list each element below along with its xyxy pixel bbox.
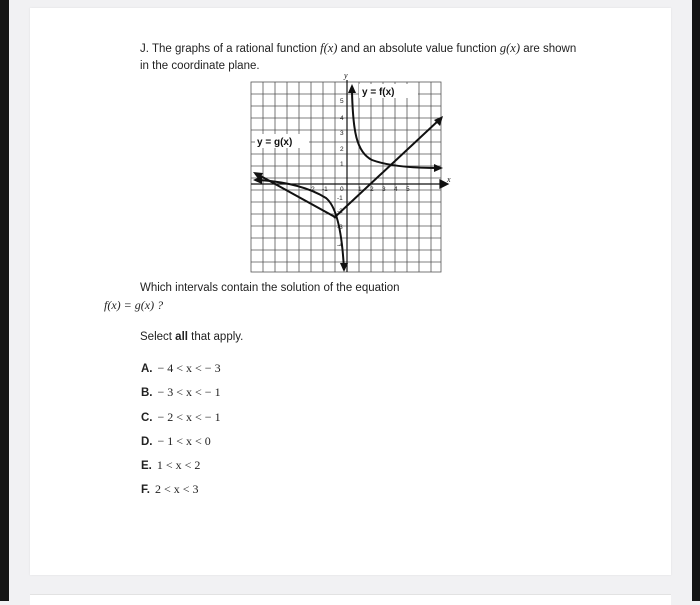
coordinate-graph [248, 70, 458, 275]
f-right-arrow [434, 164, 443, 172]
option-c[interactable] [141, 410, 221, 425]
f-top-arrow [348, 84, 356, 93]
f-label: y = f(x) [362, 87, 395, 98]
select-all-bold: all [175, 331, 188, 343]
question-end: are shown [523, 43, 577, 55]
y-tick: -3 [337, 224, 343, 231]
option-letter: C. [141, 412, 153, 424]
f-left-branch [259, 180, 344, 270]
option-f[interactable] [141, 482, 199, 497]
option-d[interactable] [141, 434, 211, 449]
equation: f(x) = g(x) ? [104, 298, 164, 312]
y-tick: 5 [340, 98, 344, 105]
question-line2: in the coordinate plane. [140, 60, 260, 72]
option-a[interactable] [141, 361, 221, 376]
g-expression: g(x) [499, 41, 520, 55]
y-axis-label: y [344, 71, 348, 80]
question-mid: and an absolute value function [340, 43, 497, 55]
option-letter: B. [141, 387, 153, 399]
option-range: − 1 < x < 0 [157, 434, 211, 448]
option-b[interactable] [141, 385, 221, 400]
option-range: 1 < x < 2 [156, 458, 201, 472]
f-curve [259, 92, 438, 270]
y-tick: 2 [340, 146, 344, 153]
right-border [692, 0, 700, 601]
option-letter: A. [141, 363, 153, 375]
y-tick: 3 [340, 130, 344, 137]
option-range: − 4 < x < − 3 [157, 361, 221, 375]
x-tick: -2 [309, 186, 315, 193]
select-prefix: Select [140, 331, 176, 343]
g-label: y = g(x) [257, 137, 293, 148]
x-tick: 4 [394, 186, 398, 193]
option-letter: F. [141, 484, 150, 496]
y-tick: -1 [337, 195, 343, 202]
x-tick: -1 [322, 186, 328, 193]
x-tick: 2 [370, 186, 374, 193]
f-expression: f(x) [320, 41, 338, 55]
y-tick: -2 [337, 208, 343, 215]
select-instruction [140, 331, 243, 343]
option-e[interactable] [141, 458, 200, 473]
y-tick: 4 [340, 115, 344, 122]
y-tick: 1 [340, 161, 344, 168]
next-card [30, 594, 671, 605]
axes [251, 80, 448, 272]
question-intro: The graphs of a rational function [151, 43, 317, 55]
interval-question: Which intervals contain the solution of the equation [140, 282, 400, 294]
x-tick: 5 [406, 186, 410, 193]
x-tick: 3 [382, 186, 386, 193]
option-range: 2 < x < 3 [154, 482, 199, 496]
option-range: − 2 < x < − 1 [157, 410, 221, 424]
question-number: J. [140, 43, 149, 55]
option-range: − 3 < x < − 1 [157, 385, 221, 399]
x-tick: 1 [358, 186, 362, 193]
x-tick: 0 [340, 186, 344, 193]
grid [251, 82, 441, 272]
option-letter: D. [141, 436, 153, 448]
option-letter: E. [141, 460, 152, 472]
left-border [0, 0, 9, 601]
g-vertex [334, 216, 337, 219]
x-axis-label: x [447, 175, 451, 184]
y-tick: -4 [337, 242, 343, 249]
select-suffix: that apply. [187, 331, 244, 343]
